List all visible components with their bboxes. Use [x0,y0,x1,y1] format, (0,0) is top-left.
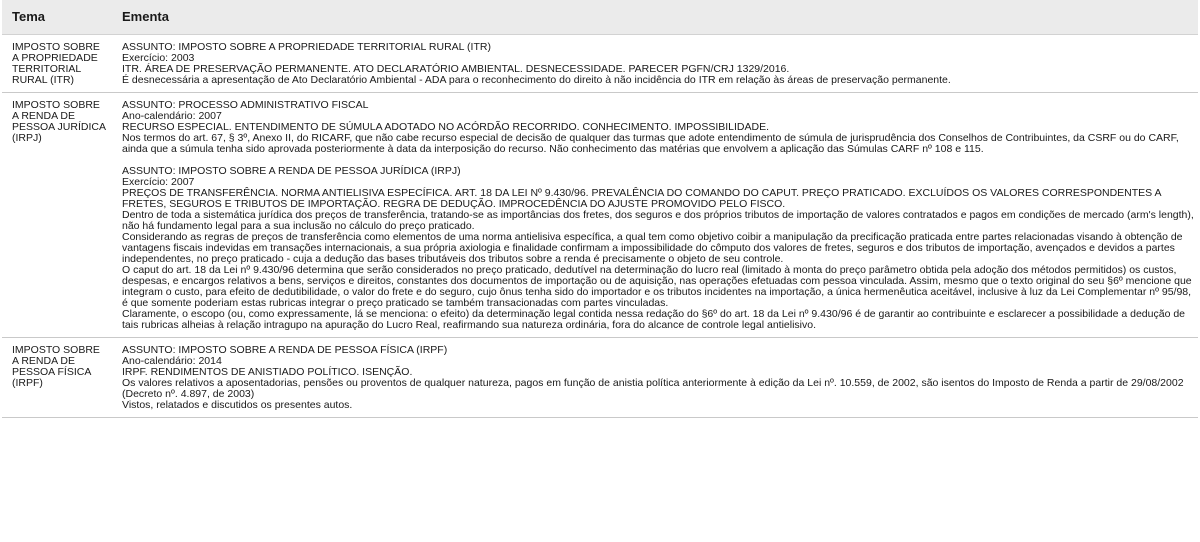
headnote-line: RECURSO ESPECIAL. ENTENDIMENTO DE SÚMULA ADOTADO NO ACÓRDÃO RECORRIDO. CONHECIMENTO. IMPOSSIBILIDADE. [122,121,770,133]
header-ementa: Ementa [112,0,1198,35]
assunto-line: ASSUNTO: PROCESSO ADMINISTRATIVO FISCAL [122,99,369,111]
exercicio-line: Exercício: 2003 [122,52,195,64]
ementa-cell [112,93,1198,338]
paragraph: Nos termos do art. 67, § 3º, Anexo II, do RICARF, que não cabe recurso especial de decisão de qualquer das turmas que adote entendimento de súmula de jurisprudência dos Conselhos de Contribuintes, da CSRF ou do CARF, ainda que a súmula tenha sido aprovada posteriormente à data da interposição do recurso. Não conhecimento das matérias que envolvem a aplicação das Súmulas CARF nº 108 e 115. [122,132,1179,155]
headnote-line: IRPF. RENDIMENTOS DE ANISTIADO POLÍTICO. ISENÇÃO. [122,366,413,378]
paragraph: Os valores relativos a aposentadorias, pensões ou proventos de qualquer natureza, pagos em função de anistia política anteriormente à edição da Lei nº. 10.559, de 2002, são isentos do Imposto de Renda a partir de 29/08/2002 (Decreto nº. 4.897, de 2003) [122,377,1184,400]
table-row [2,35,1198,93]
ementa-cell [112,338,1198,418]
paragraph: Dentro de toda a sistemática jurídica dos preços de transferência, tratando-se as importâncias dos fretes, dos seguros e dos próprios tributos de importação de valores contratados e pagos em condições de mercado (arm's length), não há fundamento legal para a sua inclusão no cálculo do preço praticado. [122,209,1194,232]
headnote-line: ITR. ÁREA DE PRESERVAÇÃO PERMANENTE. ATO DECLARATÓRIO AMBIENTAL. DESNECESSIDADE. PARECER PGFN/CRJ 1329/2016. [122,63,790,75]
ementa-block [122,100,1196,155]
ementa-block [122,166,1196,331]
ementa-block [122,345,1196,411]
exercicio-line: Exercício: 2007 [122,176,195,188]
tema-cell: IMPOSTO SOBRE A RENDA DE PESSOA FÍSICA (IRPF) [2,338,112,418]
tema-cell: IMPOSTO SOBRE A RENDA DE PESSOA JURÍDICA (IRPJ) [2,93,112,338]
paragraph: Vistos, relatados e discutidos os presentes autos. [122,399,353,411]
table-row [2,93,1198,338]
ementa-block [122,42,1196,86]
header-tema: Tema [2,0,112,35]
paragraph: O caput do art. 18 da Lei nº 9.430/96 determina que serão considerados no preço praticado, dedutível na determinação do lucro real (limitado à monta do preço parâmetro obtida pela adoção dos métodos permitidos) os custos, despesas, e encargos relativos a bens, serviços e direitos, constantes dos documentos de importação ou de aquisição, nas operações efetuadas com pessoa vinculada. Assim, mesmo que o texto original do seu §6º mencione que integram o custo, para efeito de dedutibilidade, o valor do frete e do seguro, cujo ônus tenha sido do importador e os tributos incidentes na importação, a única hermenêutica aceitável, inclusive à luz da Lei Complementar nº 95/98, é que somente poderiam estas rubricas integrar o preço praticado se também transacionadas com partes vinculadas. [122,264,1192,309]
assunto-line: ASSUNTO: IMPOSTO SOBRE A PROPRIEDADE TERRITORIAL RURAL (ITR) [122,41,491,53]
ementa-cell [112,35,1198,93]
ementas-table [2,0,1198,418]
tema-cell: IMPOSTO SOBRE A PROPRIEDADE TERRITORIAL RURAL (ITR) [2,35,112,93]
assunto-line: ASSUNTO: IMPOSTO SOBRE A RENDA DE PESSOA FÍSICA (IRPF) [122,344,448,356]
assunto-line: ASSUNTO: IMPOSTO SOBRE A RENDA DE PESSOA JURÍDICA (IRPJ) [122,165,461,177]
paragraph: É desnecessária a apresentação de Ato Declaratório Ambiental - ADA para o reconhecimento do direito à não incidência do ITR em relação às áreas de preservação permanente. [122,74,951,86]
ano-calendario-line: Ano-calendário: 2014 [122,355,222,367]
paragraph: Considerando as regras de preços de transferência como elementos de uma norma antielisiva específica, a qual tem como objetivo coibir a manipulação da precificação praticada entre partes relacionadas visando à obtenção de vantagens fiscais indevidas em transações internacionais, a sua própria axiologia e finalidade confirmam a impossibilidade do cômputo dos valores de fretes, seguros e dos tributos de importação, avençados e devidos a partes independentes, no preço praticado - cuja a dedução das bases tributáveis dos tributos sobre a renda é precisamente o objeto de seu controle. [122,231,1183,265]
ano-calendario-line: Ano-calendário: 2007 [122,110,222,122]
table-header-row [2,0,1198,35]
headnote-line: PREÇOS DE TRANSFERÊNCIA. NORMA ANTIELISIVA ESPECÍFICA. ART. 18 DA LEI Nº 9.430/96. PREVALÊNCIA DO COMANDO DO CAPUT. PREÇO PRATICADO. EXCLUÍDOS OS VALORES CORRESPONDENTES A FRETES, SEGUROS E TRIBUTOS DE IMPORTAÇÃO. REGRA DE DEDUÇÃO. IMPROCEDÊNCIA DO AJUSTE PROMOVIDO PELO FISCO. [122,187,1161,210]
paragraph: Claramente, o escopo (ou, como expressamente, lá se menciona: o efeito) da determinação legal contida nessa redação do §6º do art. 18 da Lei nº 9.430/96 é de garantir ao contribuinte e esclarecer a possibilidade a dedução de tais rubricas alheias à relação intragupo na apuração do Lucro Real, reafirmando sua natureza ordinária, fora do alcance de controle legal antielisivo. [122,308,1186,331]
table-row [2,338,1198,418]
